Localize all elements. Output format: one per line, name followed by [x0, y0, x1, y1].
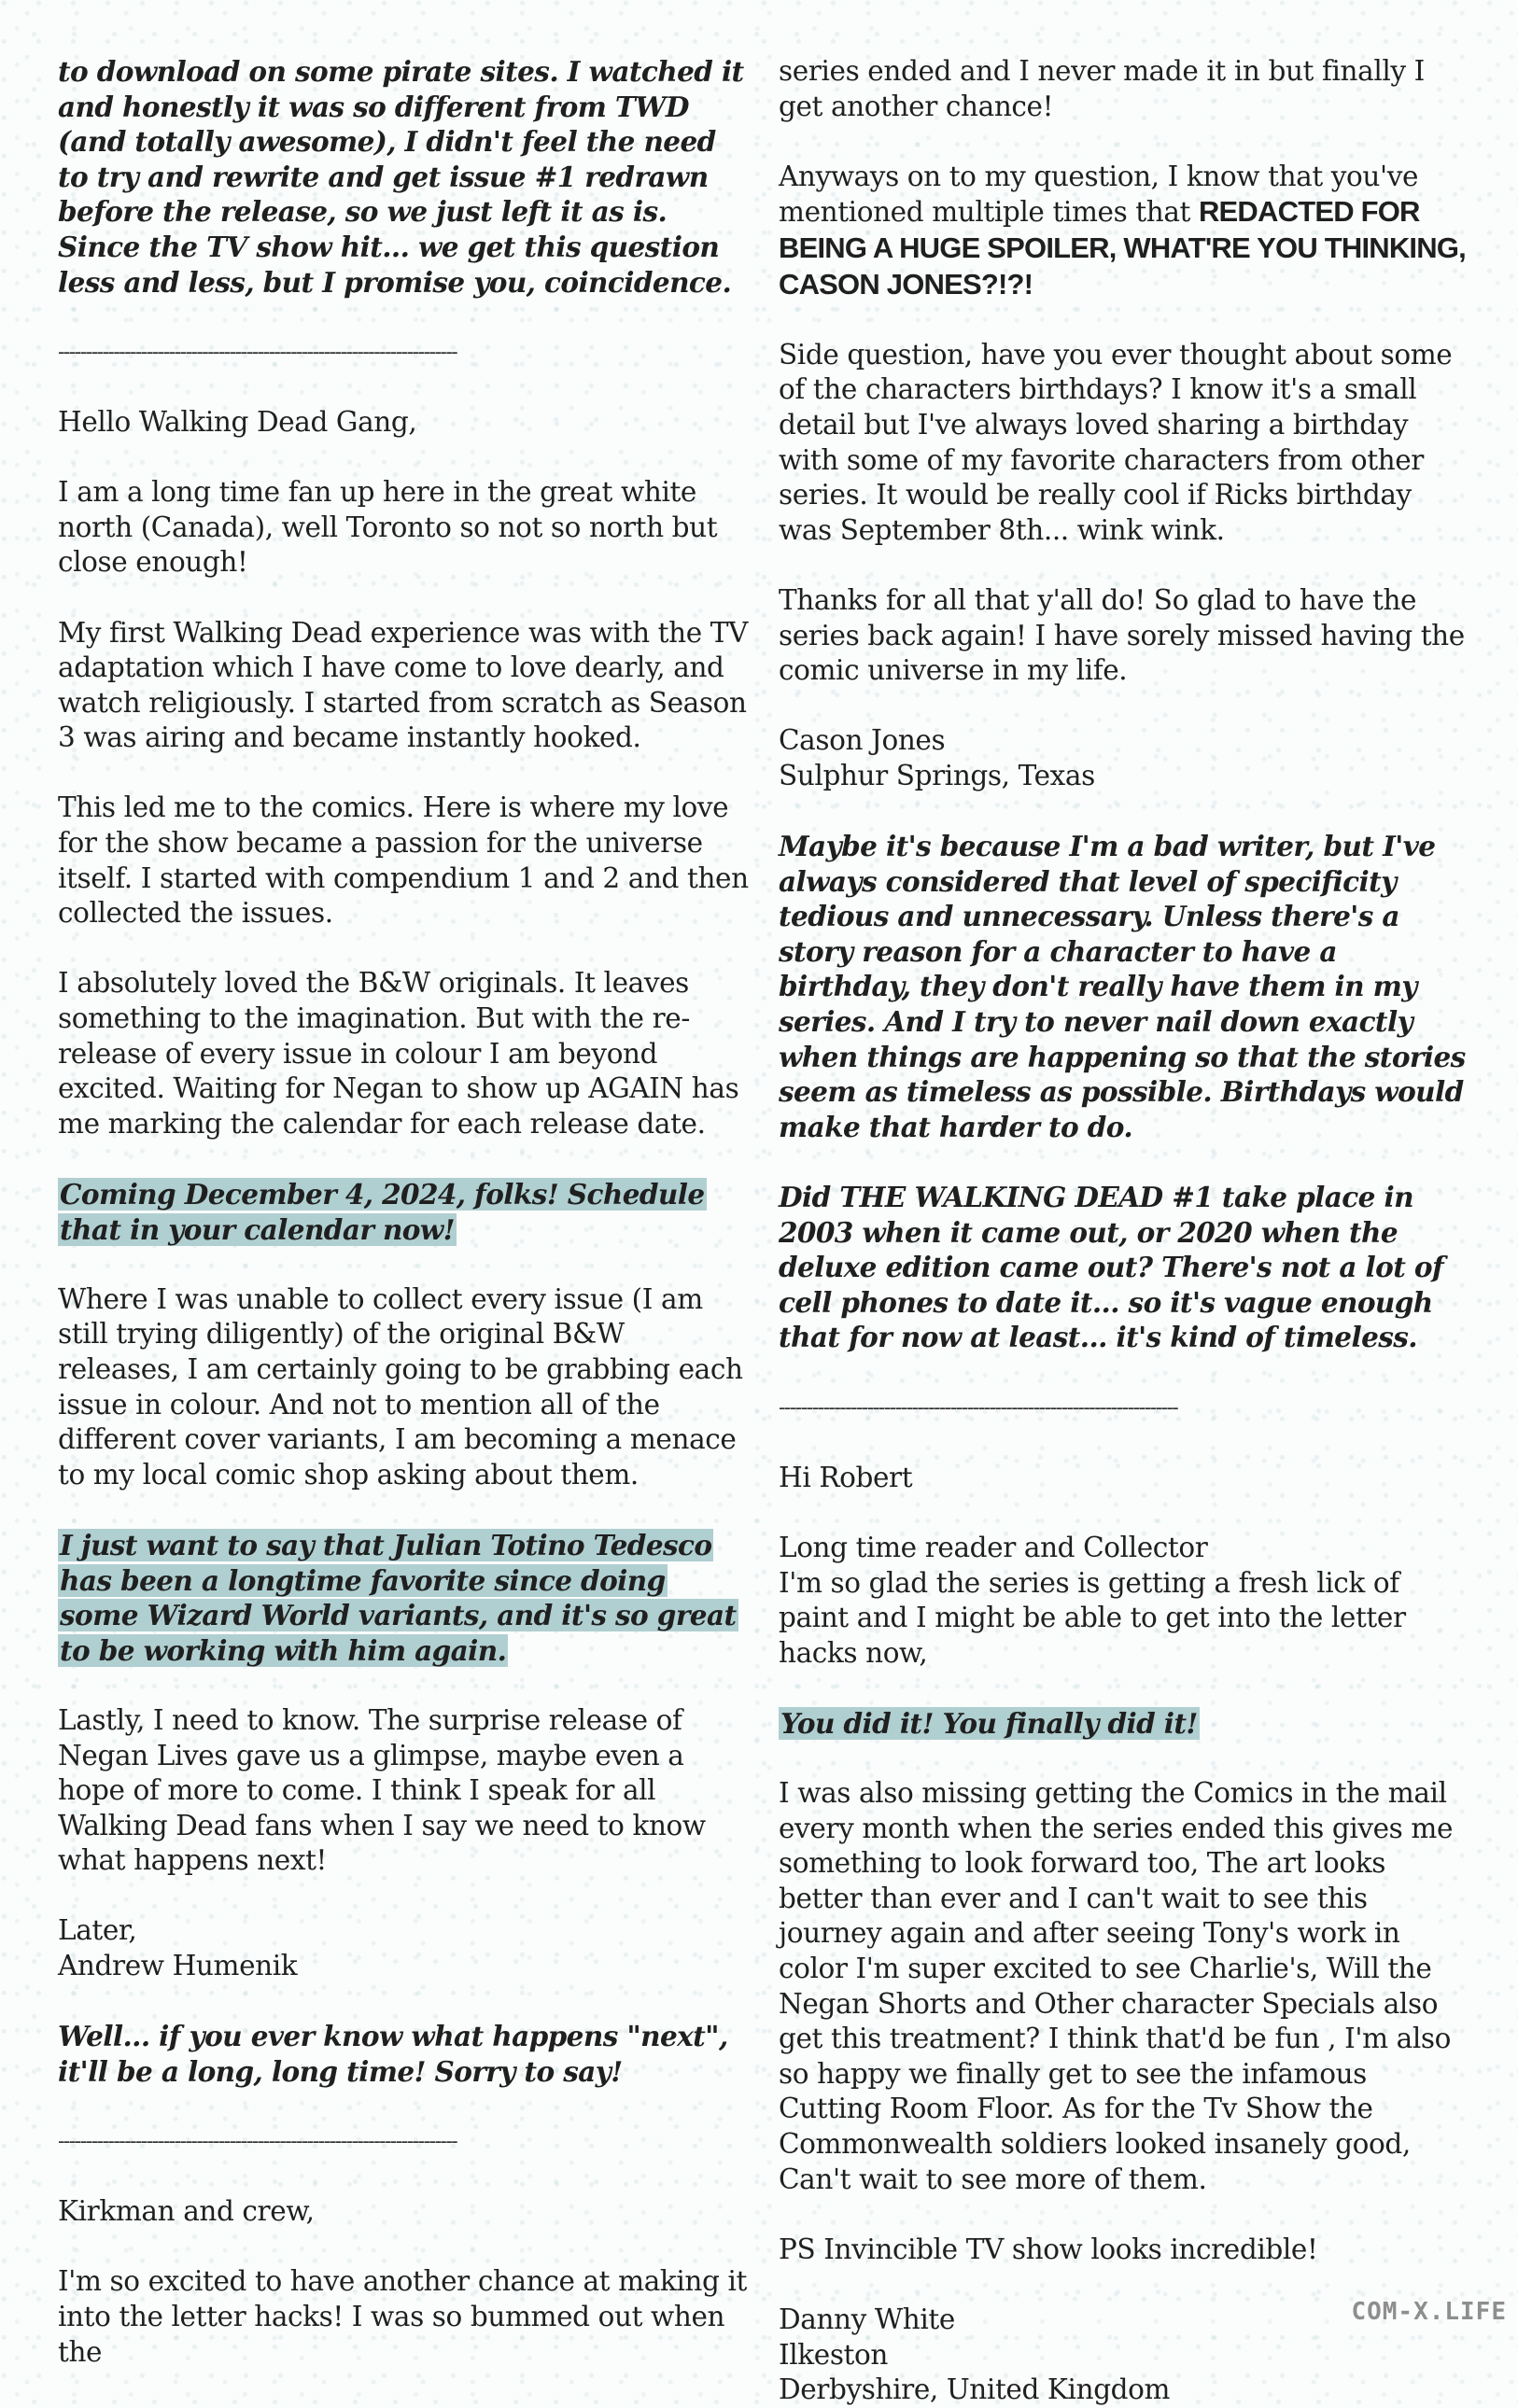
editor-reply-highlighted [779, 1706, 1469, 1742]
letter-greeting: Kirkman and crew, [58, 2195, 315, 2228]
left-column [58, 54, 749, 2370]
divider: ------------------------------------------------------------------------ [779, 1395, 1178, 1420]
letter-paragraph: Where I was unable to collect every issue (I am still trying diligently) of the original B&W releases, I am certainly going to be grabbing each issue in colour. And not to mention all of the different cover variants, I am becoming a menace to my local comic shop asking about them. [58, 1282, 743, 1491]
editor-reply-highlighted [58, 1177, 749, 1247]
letter-paragraph: Thanks for all that y'all do! So glad to have the series back again! I have sorely missed having the comic universe in my life. [779, 583, 1465, 687]
letter-signature [58, 1913, 749, 1983]
redacted-spoiler: REDACTED FOR BEING A HUGE SPOILER, WHAT'RE YOU THINKING, CASON JONES?!?! [779, 195, 1466, 301]
letter-paragraph: This led me to the comics. Here is where my love for the show became a passion for the universe itself. I started with compendium 1 and 2 and then collected the issues. [58, 791, 749, 930]
signature-name: Cason Jones [779, 724, 946, 757]
letter-paragraph [779, 1531, 1469, 1671]
signature-location: Sulphur Springs, Texas [779, 759, 1095, 791]
highlight: You did it! You finally did it! [780, 1706, 1198, 1740]
letter-text: Long time reader and Collector [779, 1531, 1208, 1563]
signature-name: Andrew Humenik [58, 1950, 298, 1982]
letter-paragraph: I'm so excited to have another chance at making it into the letter hacks! I was so bummed out when the [58, 2265, 747, 2368]
editor-reply: Well... if you ever know what happens "next", it'll be a long, long time! Sorry to say! [58, 2020, 728, 2088]
letter-paragraph: Lastly, I need to know. The surprise release of Negan Lives gave us a glimpse, maybe even a hope of more to come. I think I speak for all Walking Dead fans when I say we need to know what happens next! [58, 1703, 706, 1877]
site-watermark: COM-X.LIFE [1351, 2298, 1507, 2326]
editor-reply: to download on some pirate sites. I watched it and honestly it was so different from TWD (and totally awesome), I didn't feel the need to try and rewrite and get issue #1 redrawn before the release, so we just left it as is. Since the TV show hit... we get this question less and less, but I promise you, coincidence. [58, 55, 744, 299]
letter-signature [779, 723, 1469, 793]
letter-text: Anyways on to my question, I know that you've mentioned multiple times that [779, 160, 1419, 229]
letter-paragraph [779, 160, 1469, 302]
editor-reply-highlighted [58, 1528, 749, 1668]
letter-paragraph: I am a long time fan up here in the great white north (Canada), well Toronto so not so north but close enough! [58, 476, 718, 579]
letter-paragraph: series ended and I never made it in but finally I get another chance! [779, 55, 1425, 122]
letter-paragraph: PS Invincible TV show looks incredible! [779, 2233, 1318, 2265]
highlight: I just want to say that Julian Totino Tedesco has been a longtime favorite since doing some Wizard World variants, and it's so great to be working with him again. [60, 1528, 737, 1667]
signature-name: Danny White [779, 2303, 955, 2335]
letter-paragraph: My first Walking Dead experience was with the TV adaptation which I have come to love dearly, and watch religiously. I started from scratch as Season 3 was airing and became instantly hooked. [58, 616, 748, 754]
right-column [779, 54, 1469, 2408]
letter-text: I'm so glad the series is getting a fresh lick of paint and I might be able to get into the letter hacks now, [779, 1566, 1406, 1669]
letter-paragraph: Side question, have you ever thought about some of the characters birthdays? I know it's a small detail but I've always loved sharing a birthday with some of my favorite characters from other series. It would be really cool if Ricks birthday was September 8th... wink wink. [779, 338, 1453, 546]
signature-location: Derbyshire, United Kingdom [779, 2373, 1171, 2406]
letter-greeting: Hello Walking Dead Gang, [58, 405, 417, 438]
divider: ------------------------------------------------------------------------ [58, 340, 457, 364]
divider: ------------------------------------------------------------------------ [58, 2130, 457, 2154]
editor-reply: Maybe it's because I'm a bad writer, but I've always considered that level of specificity tedious and unnecessary. Unless there's a story reason for a character to have a birthday, they don't really have them in my series. And I try to never nail down exactly when things are happening so that the stories seem as timeless as possible. Birthdays would make that harder to do. [779, 830, 1466, 1143]
highlight: Coming December 4, 2024, folks! Schedule that in your calendar now! [60, 1178, 705, 1246]
editor-reply: Did THE WALKING DEAD #1 take place in 2003 when it came out, or 2020 when the deluxe edition came out? There's not a lot of cell phones to date it... so it's vague enough that for now at least... it's kind of timeless. [779, 1181, 1444, 1354]
signature-town: Ilkeston [779, 2338, 888, 2371]
signoff: Later, [58, 1914, 137, 1947]
letter-paragraph: I was also missing getting the Comics in the mail every month when the series ended this gives me something to look forward too, The art looks better than ever and I can't wait to see this journey again and after seeing Tony's work in color I'm super excited to see Charlie's, Will the Negan Shorts and Other character Specials also get this treatment? I think that'd be fun , I'm also so happy we finally get to see the infamous Cutting Room Floor. As for the Tv Show the Commonwealth soldiers looked insanely good, Can't wait to see more of them. [779, 1777, 1454, 2195]
letter-greeting: Hi Robert [779, 1461, 913, 1493]
letter-paragraph: I absolutely loved the B&W originals. It leaves something to the imagination. But with the re-release of every issue in colour I am beyond excited. Waiting for Negan to show up AGAIN has me marking the calendar for each release date. [58, 967, 739, 1140]
